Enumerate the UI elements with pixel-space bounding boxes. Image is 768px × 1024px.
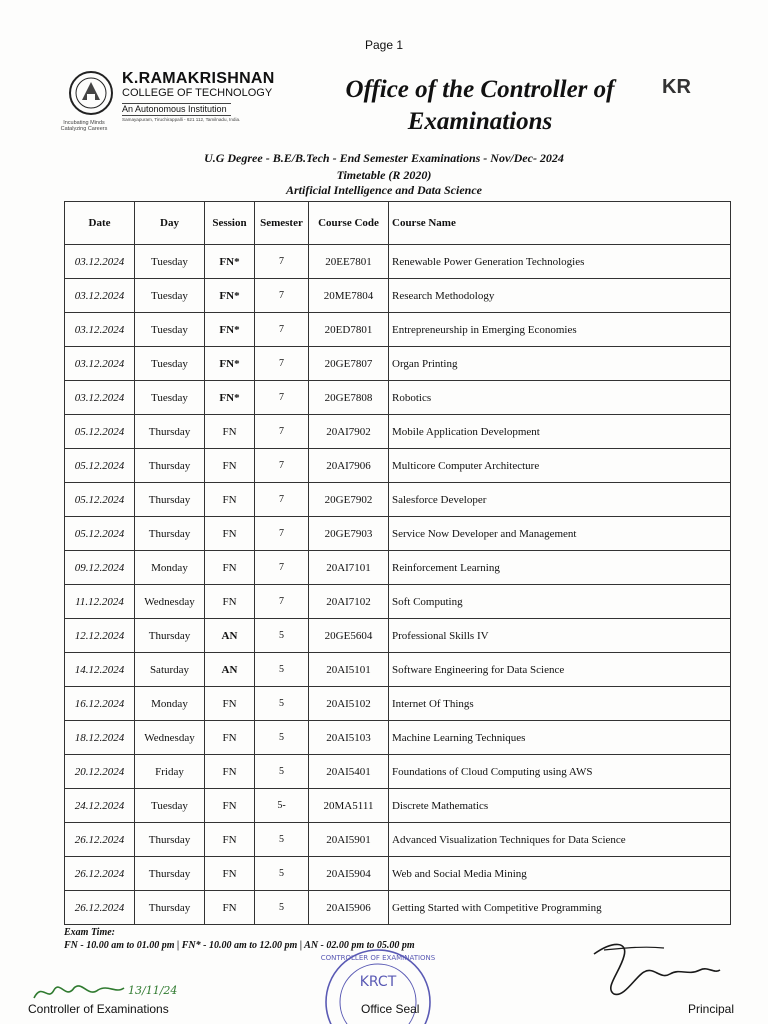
college-tagline: Incubating Minds Catalyzing Careers	[60, 120, 108, 132]
cell-date: 26.12.2024	[65, 857, 135, 891]
cell-date: 03.12.2024	[65, 347, 135, 381]
cell-day: Thursday	[135, 449, 205, 483]
cell-course-code: 20AI7102	[309, 585, 389, 619]
exam-time-text: FN - 10.00 am to 01.00 pm | FN* - 10.00 am to 12.00 pm | AN - 02.00 pm to 05.00 pm	[64, 940, 415, 951]
cell-semester: 7	[255, 449, 309, 483]
cell-course-code: 20ED7801	[309, 313, 389, 347]
cell-day: Thursday	[135, 517, 205, 551]
cell-semester: 7	[255, 517, 309, 551]
timetable-heading: Timetable (R 2020)	[336, 168, 432, 182]
cell-day: Thursday	[135, 891, 205, 925]
cell-session: FN*	[205, 347, 255, 381]
cell-date: 05.12.2024	[65, 483, 135, 517]
table-row	[65, 449, 731, 483]
cell-course-name: Discrete Mathematics	[389, 789, 731, 823]
controller-label: Controller of Examinations	[28, 1002, 169, 1016]
cell-day: Saturday	[135, 653, 205, 687]
cell-day: Tuesday	[135, 381, 205, 415]
cell-course-name: Renewable Power Generation Technologies	[389, 245, 731, 279]
cell-semester: 7	[255, 313, 309, 347]
cell-session: FN*	[205, 279, 255, 313]
cell-session: FN	[205, 857, 255, 891]
cell-semester: 7	[255, 551, 309, 585]
principal-label: Principal	[688, 1002, 735, 1016]
cell-date: 05.12.2024	[65, 517, 135, 551]
cell-course-name: Mobile Application Development	[389, 415, 731, 449]
cell-course-code: 20EE7801	[309, 245, 389, 279]
table-row	[65, 381, 731, 415]
signature-date: 13/11/24	[128, 984, 178, 997]
cell-day: Thursday	[135, 619, 205, 653]
cell-day: Thursday	[135, 483, 205, 517]
col-date: Date	[65, 202, 135, 245]
col-course-name: Course Name	[389, 202, 731, 245]
cell-day: Thursday	[135, 823, 205, 857]
cell-course-code: 20GE7807	[309, 347, 389, 381]
cell-course-name: Research Methodology	[389, 279, 731, 313]
cell-course-name: Organ Printing	[389, 347, 731, 381]
col-course-code: Course Code	[309, 202, 389, 245]
seal-ring-text: CONTROLLER OF EXAMINATIONS	[320, 954, 436, 962]
cell-course-name: Software Engineering for Data Science	[389, 653, 731, 687]
cell-course-code: 20GE7902	[309, 483, 389, 517]
college-subtitle: COLLEGE OF TECHNOLOGY	[122, 87, 273, 99]
cell-course-code: 20AI5901	[309, 823, 389, 857]
cell-semester: 7	[255, 245, 309, 279]
cell-semester: 7	[255, 347, 309, 381]
cell-session: FN	[205, 483, 255, 517]
col-session: Session	[205, 202, 255, 245]
table-row	[65, 415, 731, 449]
cell-course-code: 20GE5604	[309, 619, 389, 653]
cell-date: 05.12.2024	[65, 449, 135, 483]
cell-semester: 5	[255, 823, 309, 857]
table-row	[65, 347, 731, 381]
cell-date: 16.12.2024	[65, 687, 135, 721]
cell-session: AN	[205, 653, 255, 687]
cell-day: Tuesday	[135, 347, 205, 381]
college-header	[122, 70, 292, 123]
cell-session: FN	[205, 551, 255, 585]
table-row	[65, 619, 731, 653]
cell-course-code: 20AI5102	[309, 687, 389, 721]
cell-semester: 5	[255, 755, 309, 789]
cell-semester: 5-	[255, 789, 309, 823]
cell-date: 09.12.2024	[65, 551, 135, 585]
cell-semester: 5	[255, 687, 309, 721]
table-row	[65, 687, 731, 721]
cell-day: Friday	[135, 755, 205, 789]
college-name: K.RAMAKRISHNAN	[122, 70, 275, 87]
cell-course-code: 20AI7902	[309, 415, 389, 449]
cell-session: FN	[205, 517, 255, 551]
cell-date: 12.12.2024	[65, 619, 135, 653]
cell-course-code: 20AI5906	[309, 891, 389, 925]
cell-day: Monday	[135, 687, 205, 721]
college-logo-icon	[68, 70, 114, 116]
col-semester: Semester	[255, 202, 309, 245]
cell-session: FN	[205, 721, 255, 755]
kr-logo-icon: KR	[662, 76, 691, 98]
table-row	[65, 721, 731, 755]
cell-course-code: 20AI5401	[309, 755, 389, 789]
cell-course-name: Soft Computing	[389, 585, 731, 619]
cell-course-name: Advanced Visualization Techniques for Data Science	[389, 823, 731, 857]
cell-semester: 5	[255, 653, 309, 687]
principal-signature-icon	[584, 936, 724, 1002]
table-row	[65, 279, 731, 313]
office-title: Office of the Controller of Examinations	[345, 76, 615, 135]
cell-day: Monday	[135, 551, 205, 585]
cell-course-name: Machine Learning Techniques	[389, 721, 731, 755]
autonomous-label: An Autonomous Institution	[122, 103, 231, 116]
cell-session: FN	[205, 891, 255, 925]
cell-session: FN	[205, 585, 255, 619]
cell-course-name: Reinforcement Learning	[389, 551, 731, 585]
cell-day: Tuesday	[135, 279, 205, 313]
cell-day: Wednesday	[135, 721, 205, 755]
cell-course-name: Salesforce Developer	[389, 483, 731, 517]
cell-course-code: 20GE7808	[309, 381, 389, 415]
cell-day: Wednesday	[135, 585, 205, 619]
table-row	[65, 755, 731, 789]
cell-course-name: Multicore Computer Architecture	[389, 449, 731, 483]
cell-semester: 7	[255, 279, 309, 313]
office-seal-label: Office Seal	[361, 1002, 420, 1016]
exam-heading: U.G Degree - B.E/B.Tech - End Semester Examinations - Nov/Dec- 2024	[204, 151, 564, 165]
cell-date: 14.12.2024	[65, 653, 135, 687]
table-row	[65, 585, 731, 619]
cell-session: FN	[205, 449, 255, 483]
cell-course-name: Entrepreneurship in Emerging Economies	[389, 313, 731, 347]
seal-center: KRCT	[359, 974, 397, 990]
cell-day: Tuesday	[135, 245, 205, 279]
cell-course-code: 20AI5103	[309, 721, 389, 755]
table-row	[65, 313, 731, 347]
cell-date: 26.12.2024	[65, 823, 135, 857]
cell-date: 26.12.2024	[65, 891, 135, 925]
cell-semester: 7	[255, 415, 309, 449]
cell-course-code: 20AI7101	[309, 551, 389, 585]
cell-date: 24.12.2024	[65, 789, 135, 823]
cell-course-name: Robotics	[389, 381, 731, 415]
cell-session: FN	[205, 415, 255, 449]
cell-course-name: Getting Started with Competitive Programming	[389, 891, 731, 925]
cell-semester: 7	[255, 585, 309, 619]
cell-date: 20.12.2024	[65, 755, 135, 789]
cell-semester: 5	[255, 721, 309, 755]
cell-course-code: 20MA5111	[309, 789, 389, 823]
cell-session: FN	[205, 823, 255, 857]
cell-session: FN	[205, 755, 255, 789]
cell-date: 11.12.2024	[65, 585, 135, 619]
cell-date: 03.12.2024	[65, 245, 135, 279]
cell-semester: 5	[255, 891, 309, 925]
table-row	[65, 857, 731, 891]
table-row	[65, 551, 731, 585]
cell-semester: 5	[255, 619, 309, 653]
cell-date: 03.12.2024	[65, 381, 135, 415]
cell-semester: 7	[255, 381, 309, 415]
cell-session: FN*	[205, 245, 255, 279]
table-row	[65, 789, 731, 823]
cell-day: Tuesday	[135, 313, 205, 347]
cell-course-code: 20ME7804	[309, 279, 389, 313]
cell-course-name: Service Now Developer and Management	[389, 517, 731, 551]
exam-time-label: Exam Time:	[64, 927, 116, 938]
cell-course-code: 20GE7903	[309, 517, 389, 551]
cell-course-name: Internet Of Things	[389, 687, 731, 721]
cell-date: 03.12.2024	[65, 279, 135, 313]
table-header-row	[65, 202, 731, 245]
table-body	[65, 245, 731, 925]
table-row	[65, 245, 731, 279]
table-row	[65, 653, 731, 687]
cell-session: FN*	[205, 313, 255, 347]
col-day: Day	[135, 202, 205, 245]
page-number: Page 1	[364, 38, 404, 52]
cell-day: Thursday	[135, 857, 205, 891]
cell-session: FN	[205, 789, 255, 823]
cell-date: 03.12.2024	[65, 313, 135, 347]
table-row	[65, 517, 731, 551]
cell-course-code: 20AI5904	[309, 857, 389, 891]
department-heading: Artificial Intelligence and Data Science	[286, 183, 482, 197]
table-row	[65, 823, 731, 857]
college-address: Samayapuram, Tiruchirappalli - 621 112, Tamilnadu, India.	[122, 117, 241, 122]
cell-course-code: 20AI7906	[309, 449, 389, 483]
table-row	[65, 483, 731, 517]
table-row	[65, 891, 731, 925]
cell-course-name: Web and Social Media Mining	[389, 857, 731, 891]
cell-course-name: Professional Skills IV	[389, 619, 731, 653]
cell-session: FN	[205, 687, 255, 721]
cell-semester: 5	[255, 857, 309, 891]
cell-date: 18.12.2024	[65, 721, 135, 755]
cell-course-name: Foundations of Cloud Computing using AWS	[389, 755, 731, 789]
cell-day: Tuesday	[135, 789, 205, 823]
timetable	[64, 201, 731, 925]
cell-session: AN	[205, 619, 255, 653]
cell-date: 05.12.2024	[65, 415, 135, 449]
cell-session: FN*	[205, 381, 255, 415]
cell-course-code: 20AI5101	[309, 653, 389, 687]
cell-day: Thursday	[135, 415, 205, 449]
cell-semester: 7	[255, 483, 309, 517]
